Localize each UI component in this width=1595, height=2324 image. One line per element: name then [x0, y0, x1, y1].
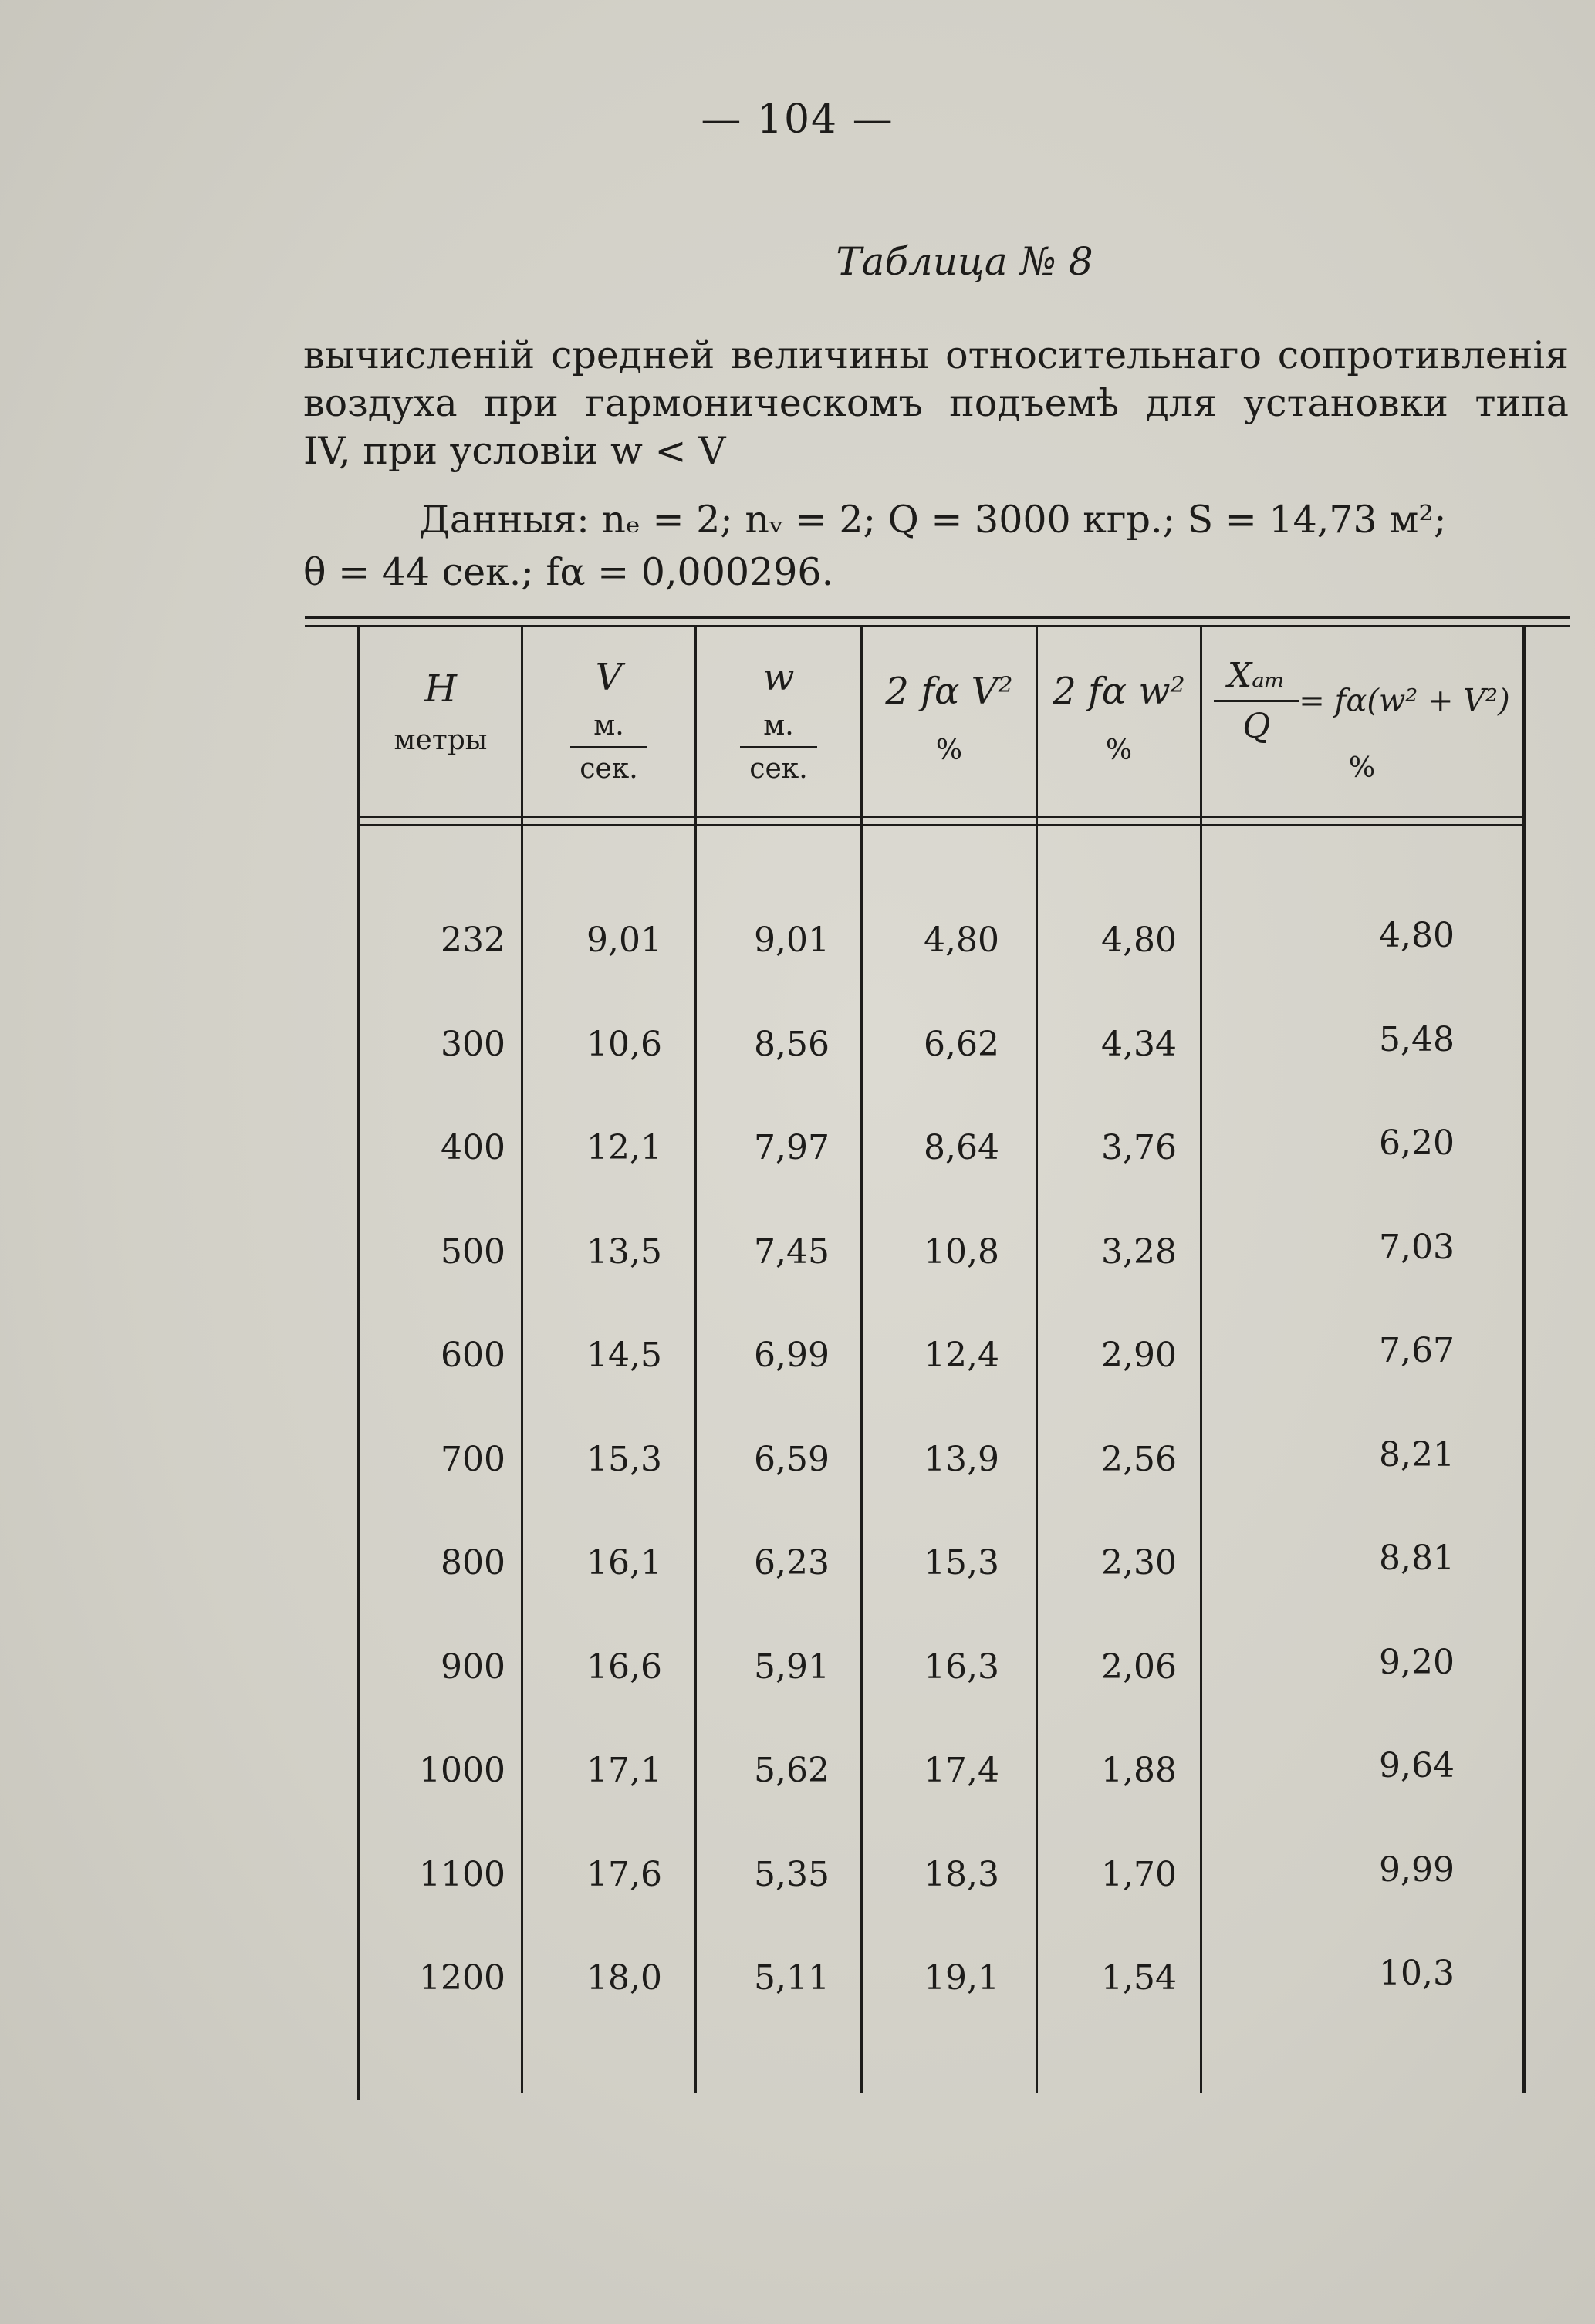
table-cell: 10,6 — [586, 1024, 662, 1064]
table-cell: 8,21 — [1379, 1434, 1455, 1474]
table-cell: 2,90 — [1101, 1336, 1177, 1375]
header-2faw2 — [1038, 670, 1200, 766]
header-v-unit-den: сек. — [580, 753, 638, 785]
page-number: — 104 — — [701, 96, 894, 143]
header-w — [697, 656, 860, 785]
header-resistance-unit: % — [1348, 752, 1376, 784]
table-cell: 3,28 — [1101, 1231, 1177, 1272]
header-h-symbol: H — [424, 667, 457, 711]
column-line-5 — [1200, 627, 1202, 2093]
table-cell: 16,1 — [586, 1543, 662, 1583]
table-cell: 4,80 — [1379, 916, 1455, 955]
header-bottom-rule-1 — [357, 816, 1526, 818]
table-cell: 1,54 — [1101, 1958, 1177, 1998]
header-resistance — [1202, 656, 1522, 784]
header-2faw2-unit: % — [1105, 735, 1133, 766]
header-resistance-num: Xₐₘ — [1227, 656, 1286, 695]
table-cell: 6,23 — [754, 1543, 830, 1583]
table-cell: 14,5 — [586, 1336, 662, 1375]
table-cell: 300 — [441, 1024, 505, 1064]
table-cell: 2,56 — [1101, 1439, 1177, 1479]
table-caption — [303, 332, 1569, 475]
header-2fav2-symbol: 2 fα V² — [885, 670, 1013, 713]
table-cell: 600 — [441, 1336, 505, 1375]
table-cell: 10,3 — [1379, 1954, 1455, 1993]
table-cell: 5,62 — [754, 1751, 830, 1790]
header-resistance-formula — [1202, 656, 1522, 746]
table-cell: 9,20 — [1379, 1642, 1455, 1682]
table-cell: 1,88 — [1101, 1751, 1177, 1790]
table-cell: 10,8 — [924, 1231, 999, 1272]
table-cell: 1100 — [419, 1854, 505, 1894]
table-cell: 3,76 — [1101, 1128, 1177, 1167]
table-cell: 13,5 — [586, 1231, 662, 1272]
table-cell: 1200 — [419, 1958, 505, 1998]
table-cell: 4,80 — [924, 920, 999, 960]
table-cell: 400 — [441, 1128, 505, 1167]
table-cell: 8,56 — [754, 1024, 830, 1064]
table-cell: 6,99 — [754, 1336, 830, 1375]
table-cell: 4,80 — [1101, 920, 1177, 960]
table-cell: 9,01 — [754, 920, 830, 960]
table-cell: 18,3 — [924, 1854, 999, 1894]
table-cell: 16,3 — [924, 1647, 999, 1687]
table-cell: 700 — [441, 1439, 505, 1479]
table-cell: 8,81 — [1379, 1539, 1455, 1578]
table-cell: 8,64 — [924, 1128, 999, 1167]
table-cell: 7,03 — [1379, 1227, 1455, 1267]
table-cell: 6,62 — [924, 1024, 999, 1064]
table-cell: 7,67 — [1379, 1331, 1455, 1370]
table-cell: 2,30 — [1101, 1543, 1177, 1583]
table-cell: 12,1 — [586, 1128, 662, 1167]
table-cell: 5,48 — [1379, 1019, 1455, 1059]
header-2fav2-unit: % — [935, 735, 963, 766]
table-cell: 500 — [441, 1231, 505, 1272]
table-cell: 7,97 — [754, 1128, 830, 1167]
table-title: Таблица № 8 — [836, 239, 1093, 284]
table-cell: 2,06 — [1101, 1647, 1177, 1687]
table-cell: 6,59 — [754, 1439, 830, 1479]
header-h — [360, 667, 521, 756]
table-cell: 5,11 — [754, 1958, 830, 1998]
header-v-unit — [570, 710, 647, 785]
header-w-unit-den: сек. — [749, 753, 808, 785]
given-data-line-2: θ = 44 сек.; fα = 0,000296. — [303, 550, 834, 594]
column-line-right — [1522, 627, 1526, 2093]
header-h-unit: метры — [394, 725, 488, 756]
table-cell: 9,99 — [1379, 1849, 1455, 1890]
table-cell: 7,45 — [754, 1231, 830, 1272]
table-cell: 19,1 — [924, 1958, 999, 1998]
table-cell: 800 — [441, 1543, 505, 1583]
table-cell: 5,91 — [754, 1647, 830, 1687]
table-cell: 17,4 — [924, 1751, 999, 1790]
table-cell: 6,20 — [1379, 1123, 1455, 1163]
header-resistance-rest: = fα(w² + V²) — [1299, 683, 1510, 719]
header-resistance-fraction — [1214, 656, 1299, 746]
header-2faw2-symbol: 2 fα w² — [1053, 670, 1185, 713]
caption-line-3: IV, при условіи w < V — [303, 429, 726, 473]
table-top-rule-1 — [305, 616, 1570, 619]
header-v-unit-num: м. — [593, 710, 624, 741]
header-v-symbol: V — [595, 656, 623, 699]
header-w-unit-num: м. — [763, 710, 794, 741]
table-cell: 15,3 — [586, 1439, 662, 1479]
header-2fav2 — [863, 670, 1036, 766]
caption-line-1: вычисленій средней величины относительнаго сопротивленія — [303, 333, 1569, 377]
caption-line-2: воздуха при гармоническомъ подъемѣ для установки типа — [303, 381, 1569, 425]
given-data-line-1: Данныя: nₑ = 2; nᵥ = 2; Q = 3000 кгр.; S = 14,73 м²; — [419, 498, 1447, 542]
table-cell: 15,3 — [924, 1543, 999, 1583]
table-cell: 9,01 — [586, 920, 662, 960]
given-data — [303, 494, 1569, 599]
table-top-rule-2 — [305, 625, 1570, 627]
table-cell: 16,6 — [586, 1647, 662, 1687]
table-cell: 17,1 — [586, 1751, 662, 1790]
header-resistance-den: Q — [1242, 707, 1271, 746]
table-cell: 12,4 — [924, 1336, 999, 1375]
table-cell: 232 — [441, 920, 505, 960]
table-cell: 9,64 — [1379, 1746, 1455, 1785]
header-v — [523, 656, 694, 785]
table-cell: 900 — [441, 1647, 505, 1687]
table-cell: 13,9 — [924, 1439, 999, 1479]
table-cell: 17,6 — [586, 1854, 662, 1894]
header-w-unit — [740, 710, 817, 785]
table-cell: 5,35 — [754, 1854, 830, 1894]
table-cell: 1,70 — [1101, 1854, 1177, 1894]
header-w-symbol: w — [762, 656, 795, 699]
table-cell: 1000 — [419, 1751, 505, 1790]
table-cell: 18,0 — [586, 1958, 662, 1998]
header-bottom-rule-2 — [357, 824, 1526, 826]
table-cell: 4,34 — [1101, 1024, 1177, 1064]
